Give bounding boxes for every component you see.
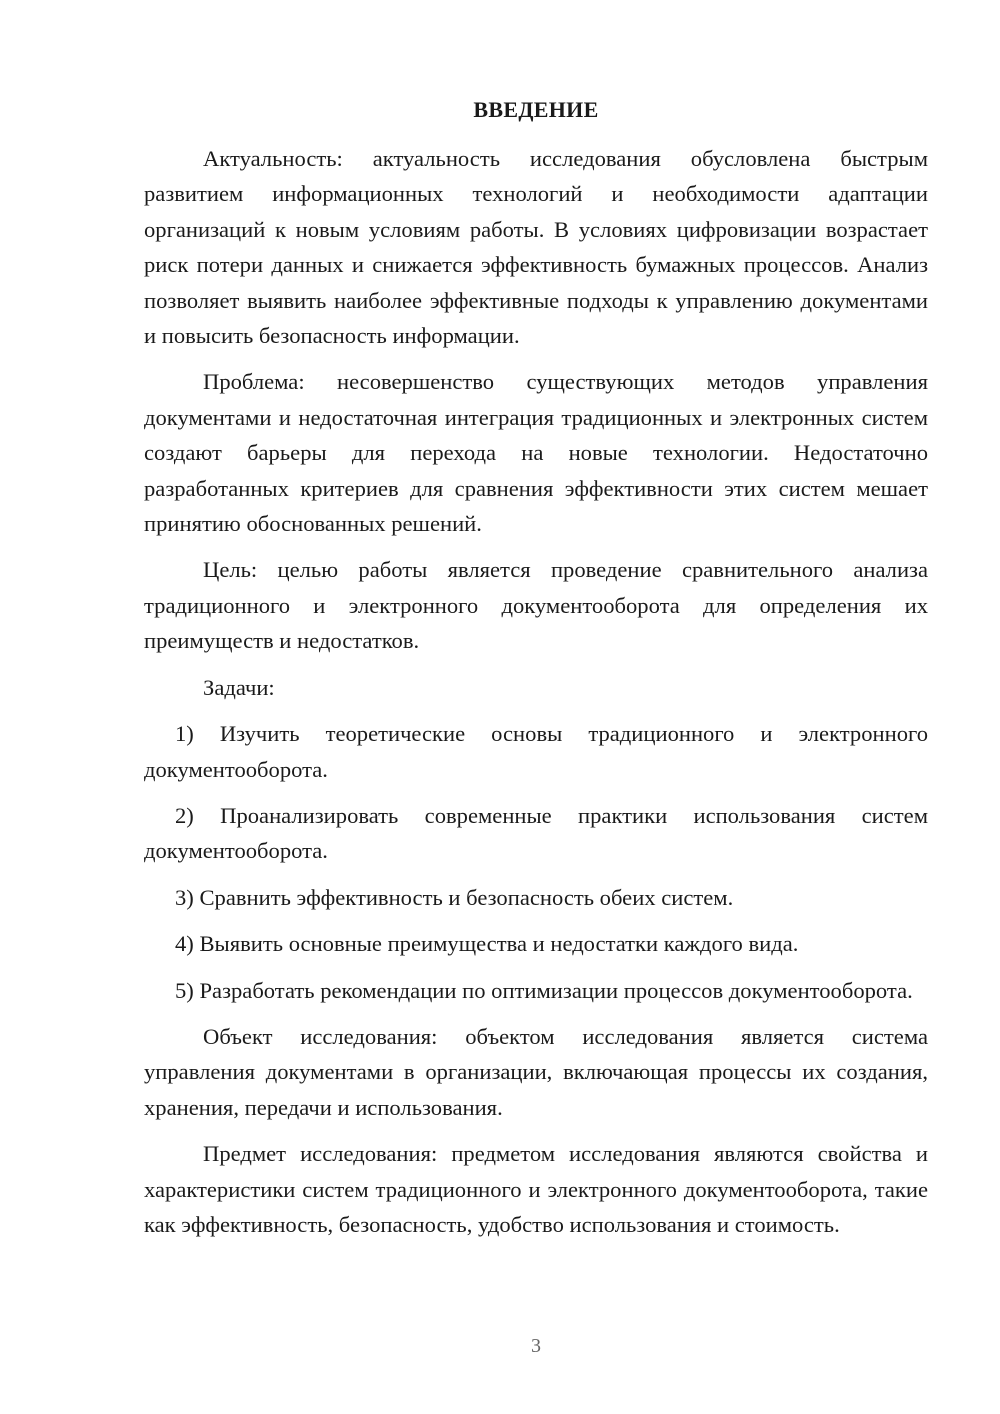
paragraph-relevance: Актуальность: актуальность исследования обусловлена быстрым развитием информационных технологий и необходимости адаптации организаций к новым условиям работы. В условиях цифровизации возрастает риск потери данных и снижается эффективность бумажных процессов. Анализ позволяет выявить наиболее эффективные подходы к управлению документами и повысить безопасность информации.	[144, 146, 928, 349]
task-item-3: 3) Сравнить эффективность и безопасность обеих систем.	[175, 884, 734, 910]
body-text	[144, 141, 928, 1242]
paragraph-subject: Предмет исследования: предметом исследования являются свойства и характеристики систем традиционного и электронного документооборота, такие как эффективность, безопасность, удобство использования и стоимость.	[144, 1141, 928, 1237]
paragraph-problem: Проблема: несовершенство существующих методов управления документами и недостаточная интеграция традиционных и электронных систем создают барьеры для перехода на новые технологии. Недостаточно разработанных критериев для сравнения эффективности этих систем мешает принятию обоснованных решений.	[144, 369, 928, 537]
page-number: 3	[531, 1335, 541, 1357]
tasks-heading: Задачи:	[203, 674, 275, 700]
paragraph-object: Объект исследования: объектом исследования является система управления документами в организации, включающая процессы их создания, хранения, передачи и использования.	[144, 1023, 928, 1120]
paragraph-goal: Цель: целью работы является проведение сравнительного анализа традиционного и электронного документооборота для определения их преимуществ и недостатков.	[144, 557, 928, 654]
task-item-1: 1) Изучить теоретические основы традиционного и электронного документооборота.	[144, 721, 928, 782]
task-item-4: 4) Выявить основные преимущества и недостатки каждого вида.	[175, 931, 799, 957]
task-item-2: 2) Проанализировать современные практики использования систем документооборота.	[144, 802, 928, 864]
section-title: ВВЕДЕНИЕ	[473, 97, 599, 122]
task-item-5: 5) Разработать рекомендации по оптимизации процессов документооборота.	[175, 977, 913, 1003]
